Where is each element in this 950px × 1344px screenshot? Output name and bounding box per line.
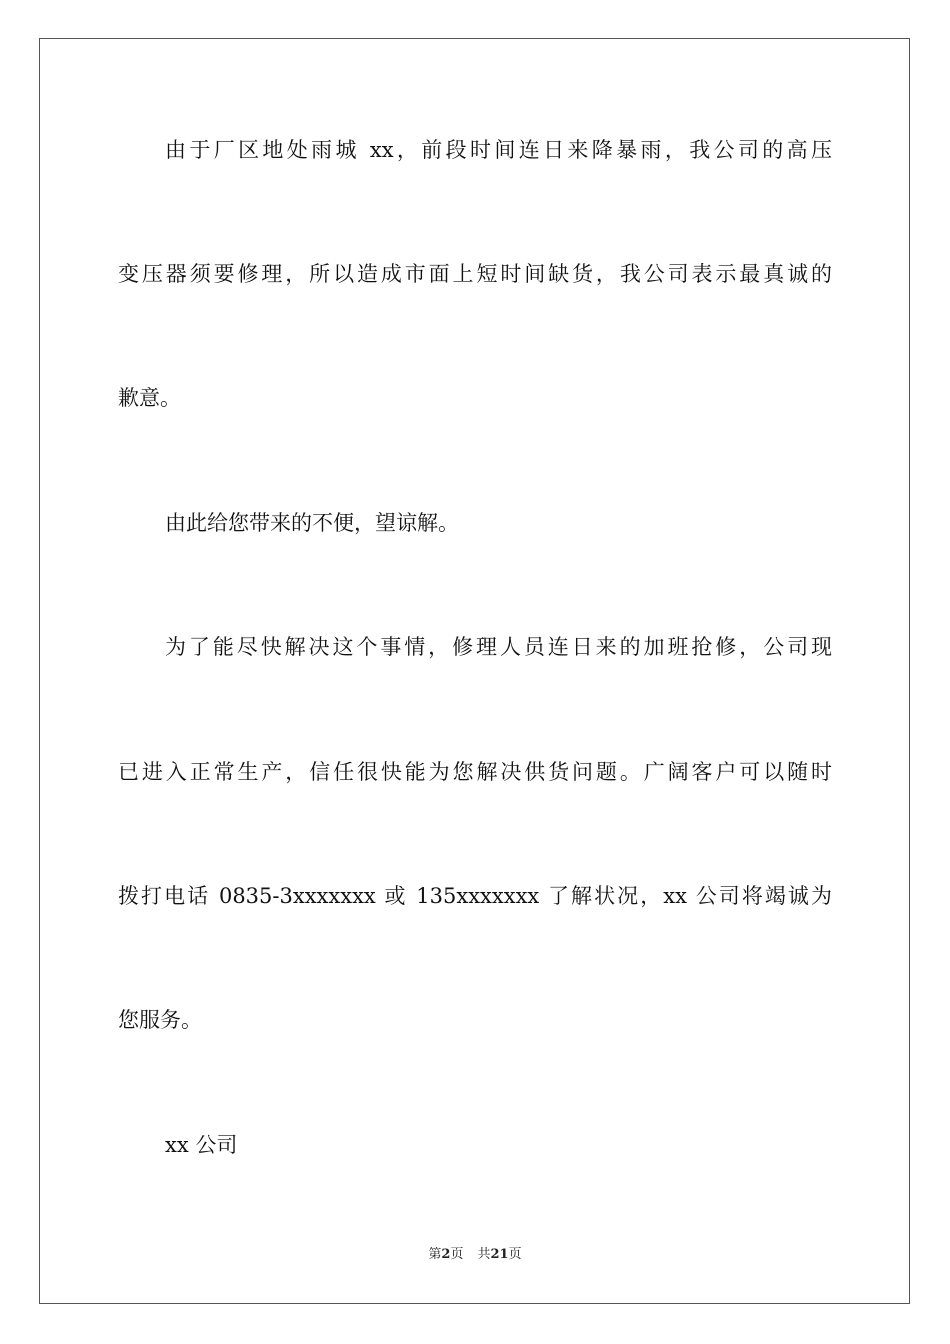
footer-page-number: 2: [441, 1247, 451, 1262]
signature-company: xx 公司: [165, 1133, 238, 1157]
paragraph-1-line-1: 由于厂区地处雨城 xx，前段时间连日来降暴雨，我公司的高压: [165, 138, 832, 162]
footer-page-suffix: 页: [450, 1247, 464, 1262]
footer-page-prefix: 第: [428, 1247, 442, 1262]
paragraph-2-line-1: 由此给您带来的不便，望谅解。: [165, 511, 459, 535]
paragraph-1-line-3: 歉意。: [118, 386, 181, 410]
footer-total-suffix: 页: [508, 1247, 522, 1262]
paragraph-1-line-2: 变压器须要修理，所以造成市面上短时间缺货，我公司表示最真诚的: [118, 262, 832, 286]
paragraph-3-line-2: 已进入正常生产，信任很快能为您解决供货问题。广阔客户可以随时: [118, 760, 832, 784]
paragraph-3-line-4: 您服务。: [118, 1008, 202, 1032]
page-border: [39, 38, 910, 1304]
page-footer: [0, 1246, 950, 1264]
footer-total-prefix: 共: [477, 1247, 491, 1262]
paragraph-3-line-3: 拨打电话 0835-3xxxxxxx 或 135xxxxxxx 了解状况，xx 公司将竭诚为: [118, 884, 832, 908]
footer-total-number: 21: [490, 1247, 509, 1262]
paragraph-3-line-1: 为了能尽快解决这个事情，修理人员连日来的加班抢修，公司现: [165, 635, 832, 659]
